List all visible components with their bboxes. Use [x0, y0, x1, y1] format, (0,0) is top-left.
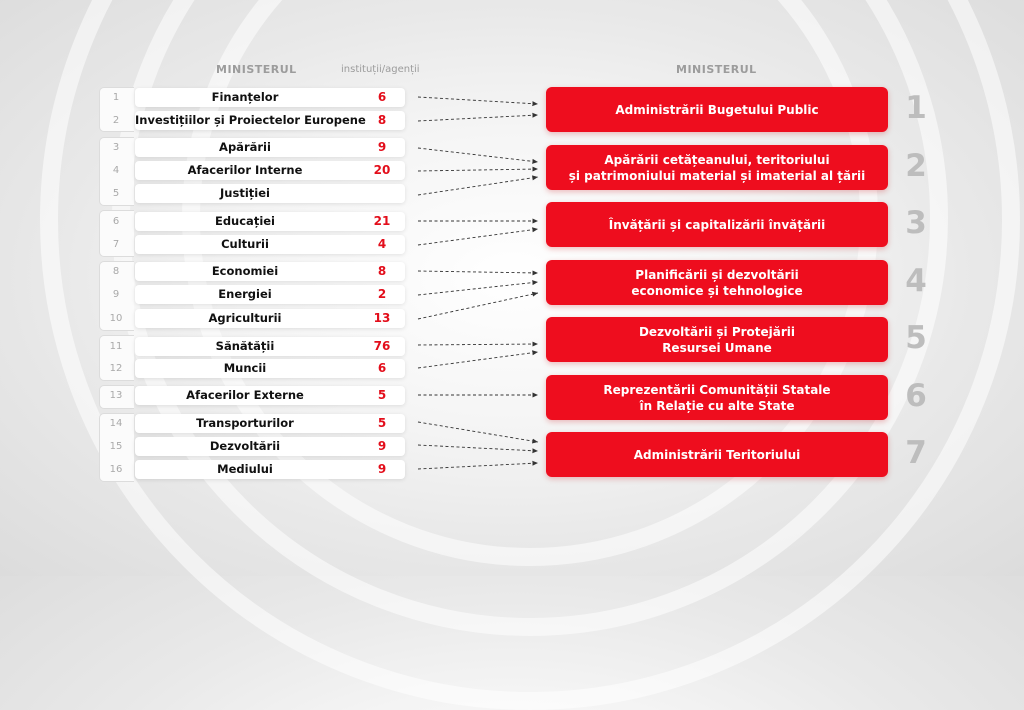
institution-count: 5	[377, 416, 387, 430]
institution-count: 9	[377, 439, 387, 453]
new-ministry-box: Administrării Teritoriului	[546, 432, 888, 477]
new-ministry-box: Apărării cetățeanului, teritoriului și patrimoniului material și imaterial al țării	[546, 145, 888, 190]
ministry-name: Agriculturii	[208, 311, 282, 325]
new-ministry-number: 7	[905, 435, 927, 471]
new-ministry-number: 5	[905, 320, 927, 356]
institution-count: 9	[377, 462, 387, 476]
institution-count: 6	[377, 90, 387, 104]
ministry-name: Dezvoltării	[209, 439, 281, 453]
institution-count: 5	[377, 388, 387, 402]
row-number: 10	[109, 313, 123, 324]
arrow-cultura-to-3	[418, 229, 538, 245]
new-ministry-box: Planificării și dezvoltării economice și tehnologice	[546, 260, 888, 305]
left-column-title: MINISTERUL	[216, 63, 297, 76]
new-ministry-box: Dezvoltării și Protejării Resursei Umane	[546, 317, 888, 362]
ministry-name: Finanțelor	[211, 90, 279, 104]
ministry-name: Muncii	[223, 361, 267, 375]
ministry-name: Justiției	[220, 186, 270, 200]
row-number: 2	[112, 115, 120, 126]
row-number: 4	[112, 165, 120, 176]
arrow-sanatate-to-5	[418, 344, 538, 345]
row-number: 16	[109, 464, 123, 475]
row-number: 14	[109, 418, 123, 429]
arrow-interne-to-2	[418, 169, 538, 171]
row-number: 15	[109, 441, 123, 452]
institution-count: 4	[377, 237, 387, 251]
ministry-name: Afacerilor Externe	[186, 388, 304, 402]
row-number: 5	[112, 188, 120, 199]
new-ministry-number: 4	[905, 263, 927, 299]
ministry-name: Sănătății	[215, 339, 275, 353]
ministry-name: Energiei	[218, 287, 272, 301]
institution-count: 2	[377, 287, 387, 301]
new-ministry-number: 3	[905, 205, 927, 241]
right-column-title: MINISTERUL	[676, 63, 757, 76]
row-number: 3	[112, 142, 120, 153]
row-number: 7	[112, 239, 120, 250]
arrow-justitie-to-2	[418, 177, 538, 195]
arrow-finante-to-1	[418, 97, 538, 104]
ministry-name: Culturii	[221, 237, 269, 251]
ministry-name: Apărării	[219, 140, 271, 154]
arrow-energie-to-4	[418, 282, 538, 295]
left-column-subtitle: instituții/agenții	[341, 64, 420, 75]
institution-count: 6	[377, 361, 387, 375]
row-number: 9	[112, 289, 120, 300]
arrow-transport-to-7	[418, 422, 538, 442]
new-ministry-number: 2	[905, 148, 927, 184]
row-number: 8	[112, 266, 120, 277]
new-ministry-box: Învățării și capitalizării învățării	[546, 202, 888, 247]
arrow-munca-to-5	[418, 352, 538, 368]
institution-count: 21	[373, 214, 391, 228]
ministry-name: Economiei	[211, 264, 279, 278]
row-number: 11	[109, 341, 123, 352]
new-ministry-number: 6	[905, 378, 927, 414]
new-ministry-box: Reprezentării Comunității Statale în Relație cu alte State	[546, 375, 888, 420]
new-ministry-number: 1	[905, 90, 927, 126]
row-number: 13	[109, 390, 123, 401]
arrow-dezvoltare-to-7	[418, 445, 538, 451]
arrow-investitii-to-1	[418, 115, 538, 121]
institution-count: 9	[377, 140, 387, 154]
ministry-name: Afacerilor Interne	[187, 163, 303, 177]
row-number: 1	[112, 92, 120, 103]
row-number: 12	[109, 363, 123, 374]
row-number: 6	[112, 216, 120, 227]
arrow-agricultura-to-4	[418, 293, 538, 319]
ministry-name: Investițiilor și Proiectelor Europene	[135, 113, 366, 127]
institution-count: 13	[373, 311, 391, 325]
arrow-aparare-to-2	[418, 148, 538, 162]
institution-count: 20	[373, 163, 391, 177]
ministry-name: Transporturilor	[196, 416, 294, 430]
institution-count: 76	[373, 339, 391, 353]
institution-count: 8	[377, 264, 387, 278]
ministry-name: Educației	[214, 214, 276, 228]
institution-count: 8	[377, 113, 387, 127]
ministry-name: Mediului	[217, 462, 273, 476]
arrow-mediu-to-7	[418, 463, 538, 469]
arrow-economie-to-4	[418, 271, 538, 273]
new-ministry-box: Administrării Bugetului Public	[546, 87, 888, 132]
